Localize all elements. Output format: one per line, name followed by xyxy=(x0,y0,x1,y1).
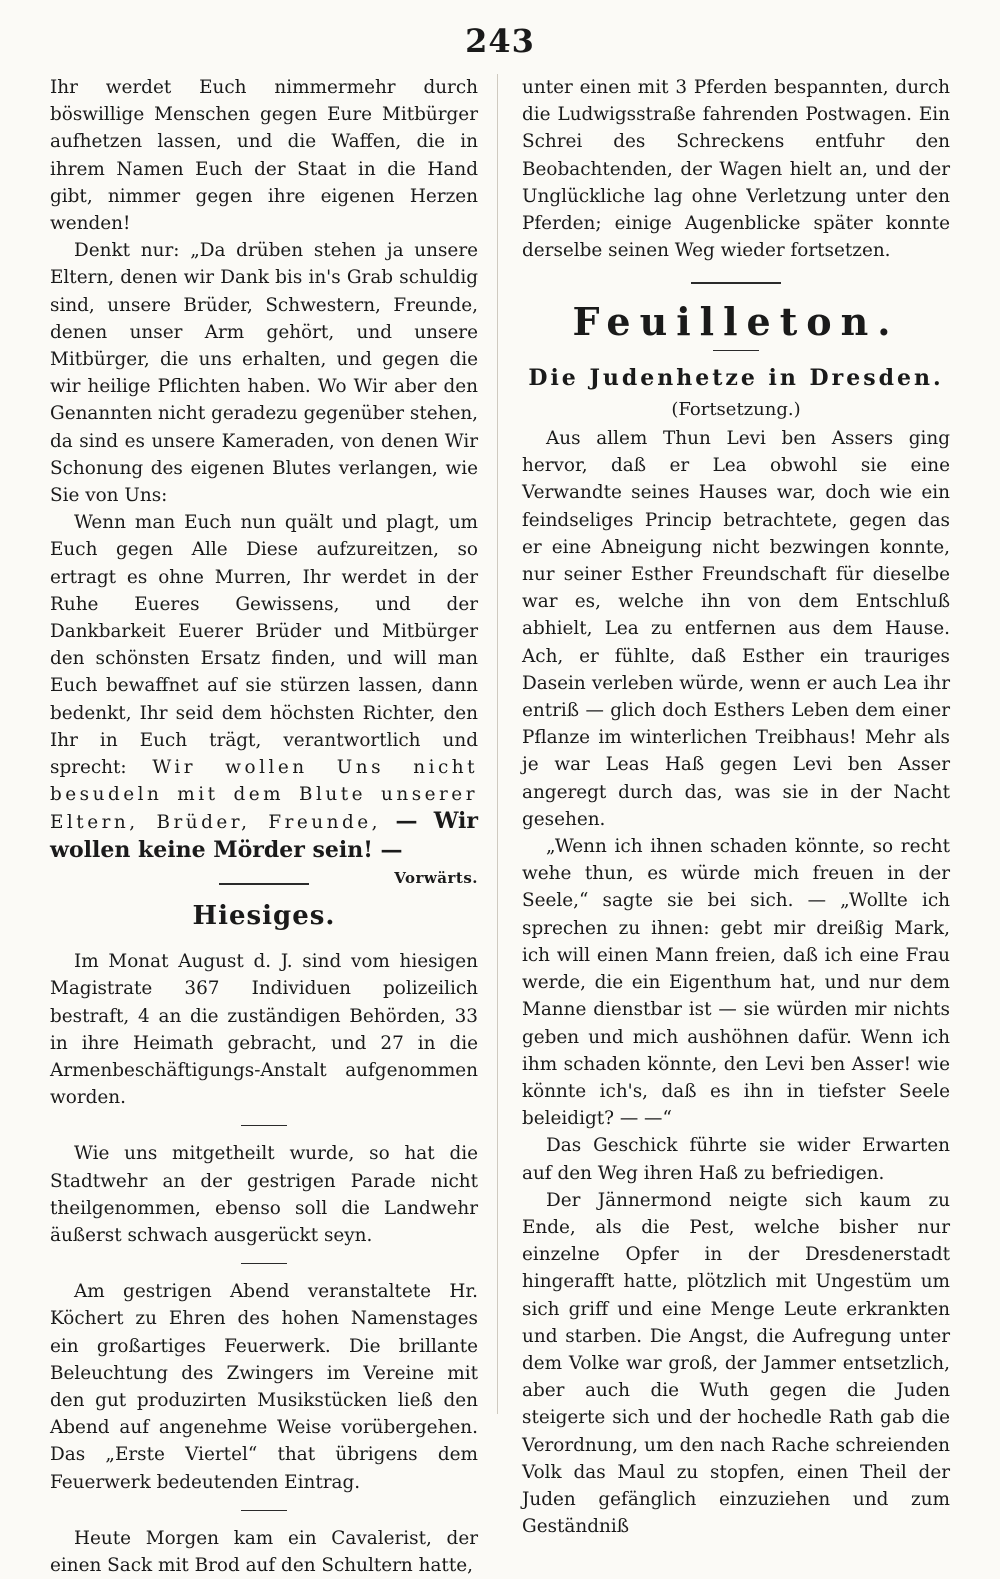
news-item: Wie uns mitgetheilt wurde, so hat die Stadtwehr an der gestrigen Parade nicht theilgenommen, ebenso soll die Landwehr äußerst schwach ausgerückt seyn. xyxy=(50,1143,478,1246)
news-item: Am gestrigen Abend veranstaltete Hr. Köchert zu Ehren des hohen Namenstages ein großartiges Feuerwerk. Die brillante Beleuchtung des Zwingers im Vereine mit den gut produzirten Musikstücken ließ den Abend auf angenehme Weise vorübergehen. Das „Erste Viertel“ that übrigens dem Feuerwerk bedeutenden Eintrag. xyxy=(50,1281,478,1493)
column-divider xyxy=(497,74,498,1414)
paragraph: „Wenn ich ihnen schaden könnte, so recht wehe thun, es würde mich freuen in der Seele,“ sagte sie bei sich. — „Wollte ich sprechen zu ihnen: gebt mir dreißig Mark, ich will einen Mann freien, daß ich eine Frau werde, die ein Eigenthum hat, und nur dem Manne dienstbar ist — sie würden mir nichts geben und mich aushöhnen dafür. Wenn ich ihm schaden könnte, den Levi ben Asser! wie könnte ich's, daß es ihn in tiefster Seele beleidigt? — —“ xyxy=(522,836,950,1130)
heading-divider xyxy=(713,350,759,351)
section-divider xyxy=(219,883,309,885)
paragraph: Denkt nur: „Da drüben stehen ja unsere Eltern, denen wir Dank bis in's Grab schuldig sind, unsere Brüder, Schwestern, Freunde, denen unser Arm gehört, und unsere Mitbürger, die uns erhalten, und gegen die wir heilige Pflichten haben. Wo Wir aber den Genannten nicht geradezu gegenüber stehen, da sind es unsere Kameraden, von denen Wir Schonung des eigenen Blutes verlangen, wie Sie von Uns: xyxy=(50,240,479,507)
left-column xyxy=(50,74,478,1579)
bold-slogan: — Wir wollen keine Mörder sein! — xyxy=(50,808,478,863)
news-item: Heute Morgen kam ein Cavalerist, der einen Sack mit Brod auf den Schultern hatte, xyxy=(50,1527,478,1576)
news-divider xyxy=(241,1125,287,1126)
news-item: Im Monat August d. J. sind vom hiesigen Magistrate 367 Individuen polizeilich bestraft, 4 an die zuständigen Behörden, 33 in ihre Heimath gebracht, und 27 in die Armenbeschäftigungs-Anstalt aufgenommen worden. xyxy=(50,951,478,1109)
news-divider xyxy=(241,1263,287,1264)
section-heading-feuilleton: Feuilleton. xyxy=(572,299,900,345)
section-divider xyxy=(691,282,781,284)
paragraph: Der Jännermond neigte sich kaum zu Ende, als die Pest, welche bisher nur einzelne Opfer in der Dresdenerstadt hingerafft hatte, plötzlich mit Ungestüm um sich griff und eine Menge Leute erkrankten und starben. Die Angst, die Aufregung unter dem Volke war groß, der Jammer entsetzlich, aber auch die Wuth gegen die Juden steigerte sich und der hochedle Rath gab die Verordnung, um den nach Rache schreienden Volk das Maul zu stopfen, einen Theil der Juden gefänglich einzuziehen und zum Geständniß xyxy=(522,1189,950,1538)
paragraph: Das Geschick führte sie wider Erwarten auf den Weg ihren Haß zu befriedigen. xyxy=(522,1135,950,1184)
section-heading-hiesiges: Hiesiges. xyxy=(192,900,336,931)
spaced-quote: Wir wollen Uns nicht besudeln mit dem Blute unserer Eltern, Brüder, Freunde, xyxy=(50,757,478,834)
right-column xyxy=(522,74,950,1540)
page-number: 243 xyxy=(465,22,535,60)
paragraph xyxy=(50,509,478,887)
news-divider xyxy=(241,1510,287,1511)
article-title: Die Judenhetze in Dresden. xyxy=(528,364,944,391)
paragraph-text: Wenn man Euch nun quält und plagt, um Euch gegen Alle Diese aufzureitzen, so ertragt es ohne Murren, Ihr werdet in der Ruhe Eueres Gewissens, und der Dankbarkeit Euerer Brüder und Mitbürger den schönsten Ersatz finden, und will man Euch bewaffnet auf sie stürzen lassen, dann bedenkt, Ihr seid dem höchsten Richter, den Ihr in Euch trägt, verantwortlich und sprecht: xyxy=(50,512,478,779)
continuation-note: (Fortsetzung.) xyxy=(671,398,801,420)
source-attribution: Vorwärts. xyxy=(394,868,478,887)
news-item-continued: unter einen mit 3 Pferden bespannten, durch die Ludwigsstraße fahrenden Postwagen. Ein Schrei des Schreckens entfuhr den Beobachtenden, der Wagen hielt an, und der Unglückliche lag ohne Verletzung unter den Pferden; einige Augenblicke später konnte derselbe seinen Weg wieder fortsetzen. xyxy=(522,77,950,262)
paragraph: Aus allem Thun Levi ben Assers ging hervor, daß er Lea obwohl sie eine Verwandte seines Hauses war, doch wie ein feindseliges Princip betrachtete, gegen das er eine Abneigung nicht bezwingen konnte, nur seiner Esther Freundschaft für dieselbe war es, welche ihn von dem Entschluß abhielt, Lea zu entfernen aus dem Hause. Ach, er fühlte, daß Esther ein trauriges Dasein verleben würde, wenn er auch Lea ihr entriß — glich doch Esthers Leben dem einer Pflanze im winterlichen Treibhaus! Mehr als je war Leas Haß gegen Levi ben Asser angeregt durch das, was sie in der Nacht gesehen. xyxy=(522,428,950,830)
paragraph: Ihr werdet Euch nimmermehr durch böswillige Menschen gegen Eure Mitbürger aufhetzen lassen, und die Waffen, die in ihrem Namen Euch der Staat in die Hand gibt, nimmer gegen ihre eigenen Herzen wenden! xyxy=(50,77,478,235)
